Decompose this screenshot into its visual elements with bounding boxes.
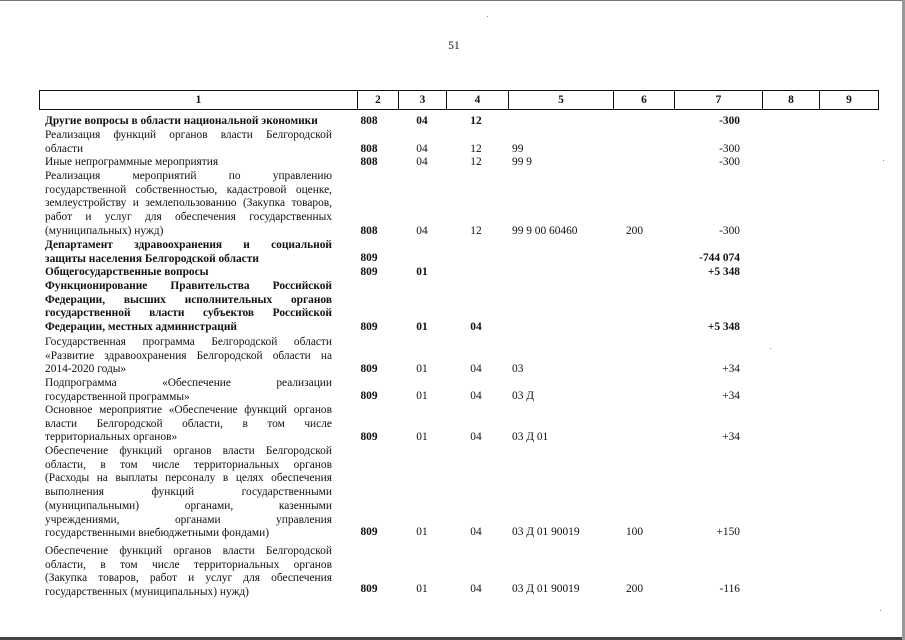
row-cell-col7: -300 — [719, 156, 740, 168]
row-cell-col7: +34 — [722, 431, 740, 443]
row-description-line: «Развитие здравоохранения Белгородской области на — [45, 349, 332, 362]
row-description-line: Федерации, высших исполнительных органов — [45, 293, 332, 306]
row-description — [45, 280, 332, 335]
row-description-line: Основное мероприятие «Обеспечение функций органов — [45, 404, 332, 416]
page-number: 51 — [448, 40, 460, 52]
scan-speck — [883, 160, 884, 161]
row-cell-col2: 808 — [360, 115, 378, 127]
row-description-line: Реализация функций органов власти Белгородской — [45, 129, 332, 141]
row-description-line: государственной собственностью, кадастровой оценке, — [45, 183, 332, 196]
row-description-line: 2014-2020 годы» — [45, 363, 127, 376]
row-cell-col3: 01 — [416, 583, 428, 595]
row-cell-col3: 04 — [416, 143, 428, 155]
row-cell-col3: 01 — [416, 526, 428, 538]
row-description-line: Другие вопросы в области национальной экономики — [45, 115, 318, 127]
row-cell-col2: 808 — [360, 156, 378, 168]
row-cell-col4: 12 — [470, 225, 482, 237]
row-cell-col2: 809 — [360, 526, 378, 538]
row-cell-col7: -300 — [719, 225, 740, 237]
row-cell-col3: 01 — [416, 363, 428, 375]
row-cell-col2: 809 — [360, 252, 378, 264]
row-cell-col4: 04 — [470, 583, 482, 595]
row-description-line: учреждениями, органами управления — [45, 513, 332, 526]
row-description-line: выполнения функций государственными — [45, 486, 332, 499]
row-description — [45, 266, 332, 280]
scan-speck — [487, 16, 488, 17]
row-description-line: (муниципальных) нужд) — [45, 224, 164, 237]
row-description-line: государственных (муниципальных) нужд) — [45, 586, 249, 599]
row-description-line: землеустройству и землепользованию (Закупка товаров, — [45, 197, 332, 210]
row-description-line: Федерации, местных администраций — [45, 321, 237, 334]
row-description-line: государственной программы» — [45, 390, 190, 403]
row-cell-col4: 04 — [470, 390, 482, 402]
row-cell-col6: 200 — [625, 583, 644, 595]
row-description-line: Обеспечение функций органов власти Белгородской — [45, 445, 332, 457]
row-description — [45, 445, 332, 541]
row-cell-col2: 808 — [360, 225, 378, 237]
row-cell-col4: 04 — [470, 363, 482, 375]
row-description-line: Реализация мероприятий по управлению — [45, 170, 332, 182]
header-cell-4: 4 — [474, 94, 481, 106]
header-cell-3: 3 — [419, 94, 426, 106]
row-cell-col7: +5 348 — [707, 321, 740, 333]
row-cell-col2: 809 — [360, 390, 378, 402]
row-cell-col4: 12 — [470, 115, 482, 127]
row-description-line: (муниципальными) органами, казенными — [45, 499, 332, 512]
header-cell-7: 7 — [715, 94, 722, 106]
row-cell-col2: 809 — [360, 321, 378, 333]
row-cell-col4: 12 — [470, 156, 482, 168]
row-cell-col2: 809 — [360, 266, 378, 278]
row-cell-col3: 04 — [416, 115, 428, 127]
row-description-line: Подпрограмма «Обеспечение реализации — [45, 377, 332, 389]
row-cell-col5: 03 Д 01 — [512, 431, 549, 443]
row-cell-col5: 99 — [512, 143, 524, 155]
row-cell-col5: 99 9 00 60460 — [512, 225, 578, 237]
table-header — [39, 90, 879, 110]
header-cell-6: 6 — [641, 94, 647, 106]
row-cell-col7: -300 — [719, 143, 740, 155]
row-cell-col4: 04 — [470, 526, 482, 538]
row-description — [45, 156, 332, 170]
row-cell-col7: -300 — [719, 115, 740, 127]
header-cell-8: 8 — [788, 94, 794, 106]
row-cell-col7: +34 — [722, 363, 740, 375]
row-cell-col3: 01 — [416, 266, 428, 278]
row-cell-col5: 03 — [512, 363, 524, 375]
row-cell-col4: 04 — [470, 321, 482, 333]
row-description — [45, 545, 332, 600]
row-description-line: власти Белгородской области, в том числе — [45, 417, 332, 430]
row-description-line: Государственная программа Белгородской области — [45, 336, 332, 348]
row-cell-col7: -116 — [719, 583, 740, 595]
row-description — [45, 170, 332, 239]
row-description — [45, 336, 332, 377]
header-cell-2: 2 — [375, 94, 381, 106]
row-cell-col2: 809 — [360, 363, 378, 375]
row-description-line: (Закупка товаров, работ и услуг для обеспечения — [45, 572, 332, 585]
row-description-line: Департамент здравоохранения и социальной — [45, 239, 332, 251]
row-cell-col4: 04 — [470, 431, 482, 443]
row-cell-col3: 04 — [416, 225, 428, 237]
row-description — [45, 377, 332, 404]
row-description-line: Иные непрограммные мероприятия — [45, 156, 219, 168]
row-description-line: области — [45, 142, 84, 155]
row-cell-col3: 04 — [416, 156, 428, 168]
row-cell-col7: -744 074 — [699, 252, 740, 264]
row-description-line: работ и услуг для обеспечения государственных — [45, 211, 332, 224]
row-cell-col3: 01 — [416, 390, 428, 402]
row-cell-col3: 01 — [416, 431, 428, 443]
row-description-line: Обеспечение функций органов власти Белгородской — [45, 545, 332, 557]
row-cell-col3: 01 — [416, 321, 428, 333]
row-cell-col4: 12 — [470, 143, 482, 155]
row-description-line: (Расходы на выплаты персоналу в целях обеспечения — [45, 472, 332, 485]
row-cell-col5: 03 Д — [512, 390, 535, 402]
row-cell-col2: 809 — [360, 583, 378, 595]
row-cell-col2: 809 — [360, 431, 378, 443]
row-description-line: области, в том числе территориальных органов — [45, 458, 332, 471]
row-cell-col2: 808 — [360, 143, 378, 155]
header-cell-5: 5 — [558, 94, 564, 106]
row-description-line: территориальных органов» — [45, 431, 178, 444]
row-description-line: государственными внебюджетными фондами) — [45, 527, 270, 540]
row-description — [45, 404, 332, 445]
row-description-line: Функционирование Правительства Российской — [45, 280, 332, 292]
row-cell-col6: 100 — [625, 526, 644, 538]
header-cell-9: 9 — [846, 94, 852, 106]
row-description — [45, 115, 332, 129]
row-description-line: Общегосударственные вопросы — [45, 266, 209, 278]
row-cell-col7: +5 348 — [707, 266, 740, 278]
row-description — [45, 129, 332, 156]
scan-edge-top — [0, 0, 905, 1]
row-description-line: области, в том числе территориальных органов — [45, 558, 332, 571]
row-cell-col6: 200 — [625, 225, 644, 237]
row-description-line: защиты населения Белгородской области — [45, 252, 259, 265]
scan-speck — [880, 610, 881, 611]
row-cell-col7: +150 — [716, 526, 740, 538]
row-cell-col5: 03 Д 01 90019 — [512, 583, 580, 595]
scan-speck — [770, 348, 771, 349]
row-description-line: государственной власти субъектов Российской — [45, 307, 332, 320]
row-cell-col5: 03 Д 01 90019 — [512, 526, 580, 538]
header-cell-1: 1 — [195, 94, 202, 106]
row-cell-col7: +34 — [722, 390, 740, 402]
row-cell-col5: 99 9 — [512, 156, 532, 168]
row-description — [45, 239, 332, 266]
